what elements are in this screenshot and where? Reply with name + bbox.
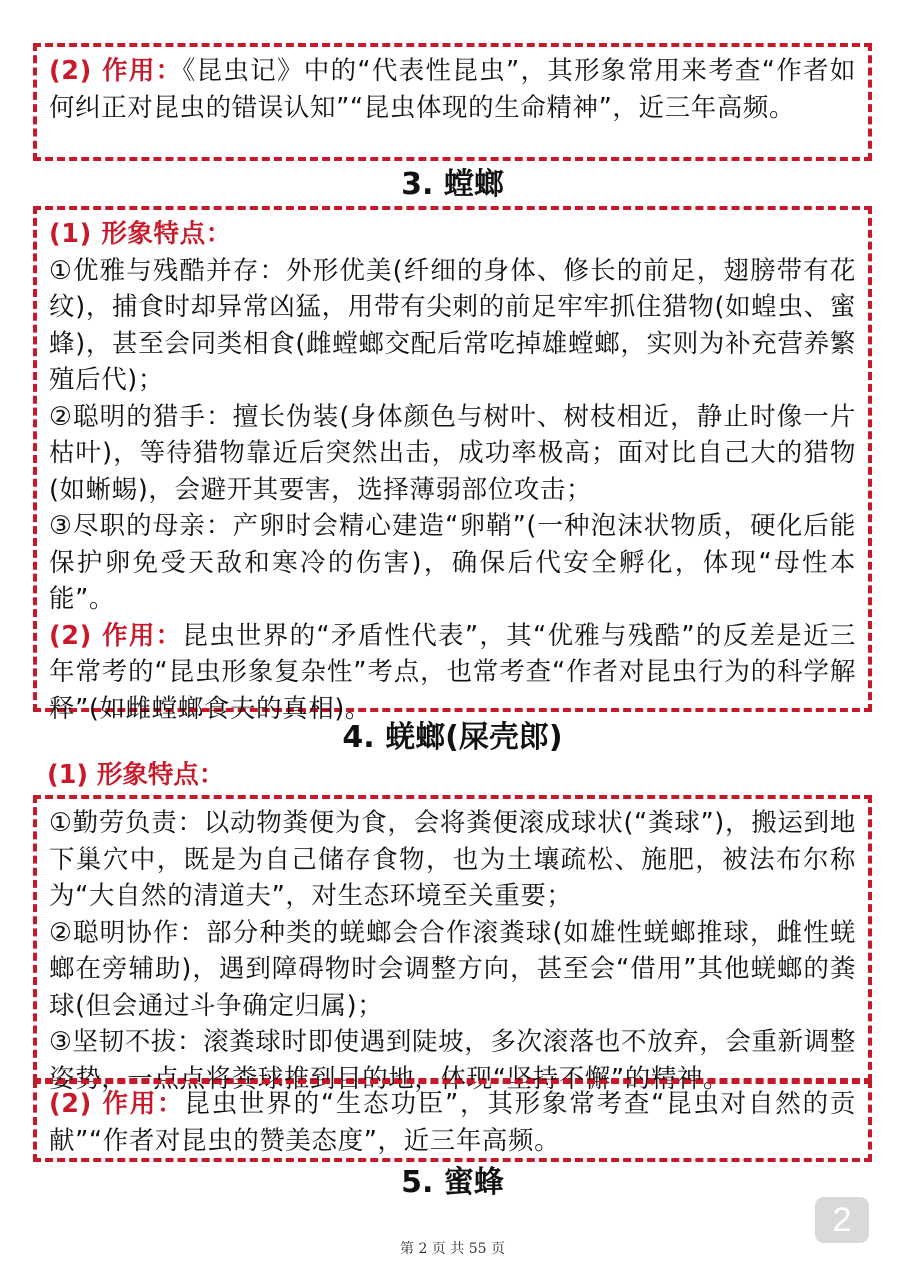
role-label: (2) 作用： [49,56,183,86]
trait-item: ②聪明协作：部分种类的蜣螂会合作滚粪球(如雄性蜣螂推球，雌性蜣螂在旁辅助)，遇到障碍物时会调整方向，甚至会“借用”其他蜣螂的粪球(但会通过斗争确定归属)； [49,917,856,1021]
trait-item: ③坚韧不拔：滚粪球时即使遇到陡坡，多次滚落也不放弃，会重新调整姿势，一点点将粪球推到目的地，体现“坚持不懈”的精神。 [49,1027,856,1094]
role-label: (2) 作用： [49,620,183,651]
page-number-badge: 2 [815,1197,869,1243]
section-5-heading: 5. 蜜蜂 [401,1165,504,1200]
role-text: 昆虫世界的“生态功臣”，其形象常考查“昆虫对自然的贡献”“作者对昆虫的赞美态度”，近三年高频。 [49,1089,856,1156]
section-4-traits-box [33,795,872,1094]
trait-item: ①勤劳负责：以动物粪便为食，会将粪便滚成球状(“粪球”)，搬运到地下巢穴中，既是为自己储存食物，也为土壤疏松、施肥，被法布尔称为“大自然的清道夫”，对生态环境至关重要； [49,808,856,911]
section-4-role-box [33,1080,872,1162]
role-paragraph [49,1086,856,1159]
role-text: 昆虫世界的“矛盾性代表”，其“优雅与残酷”的反差是近三年常考的“昆虫形象复杂性”考点，也常考查“作者对昆虫行为的科学解释”(如雌螳螂食夫的真相)。 [49,620,856,724]
section-3-heading: 3. 螳螂 [401,167,504,202]
role-paragraph [49,53,856,126]
role-text: 《昆虫记》中的“代表性昆虫”，其形象常用来考查“作者如何纠正对昆虫的错误认知”“昆虫体现的生命精神”，近三年高频。 [49,56,856,123]
section-4-heading: 4. 蜣螂(屎壳郎) [342,720,563,755]
role-paragraph [49,618,856,728]
traits-label: (1) 形象特点： [49,219,232,249]
trait-item: ③尽职的母亲：产卵时会精心建造“卵鞘”(一种泡沫状物质，硬化后能保护卵免受天敌和寒冷的伤害)，确保后代安全孵化，体现“母性本能”。 [49,511,856,614]
section-2-role-box [33,43,872,161]
traits-label: (1) 形象特点： [47,760,225,790]
trait-item: ②聪明的猎手：擅长伪装(身体颜色与树叶、树枝相近，静止时像一片枯叶)，等待猎物靠近后突然出击，成功率极高；面对比自己大的猎物(如蜥蜴)，会避开其要害，选择薄弱部位攻击； [49,401,856,505]
trait-item: ①优雅与残酷并存：外形优美(纤细的身体、修长的前足，翅膀带有花纹)，捕食时却异常凶猛，用带有尖刺的前足牢牢抓住猎物(如蝗虫、蜜蜂)，甚至会同类相食(雌螳螂交配后常吃掉雄螳螂，实则为补充营养繁殖后代)； [49,255,856,395]
page-footer: 第 2 页 共 55 页 [400,1241,505,1257]
section-3-box [33,206,872,724]
role-label: (2) 作用： [49,1089,185,1119]
